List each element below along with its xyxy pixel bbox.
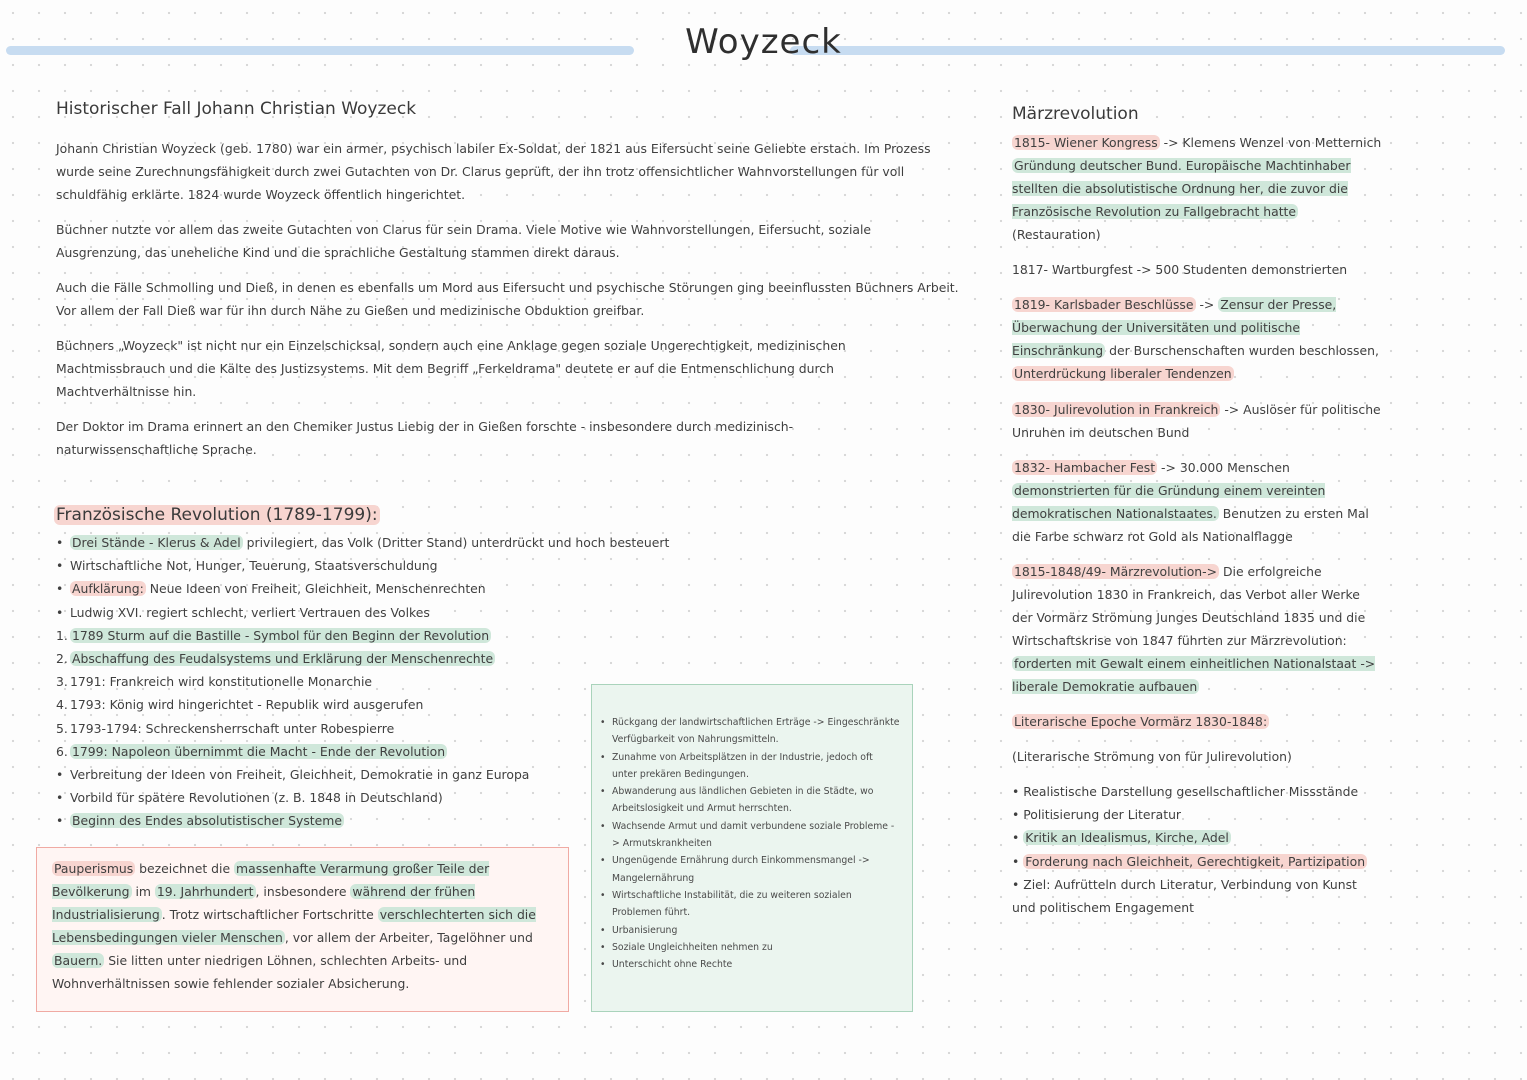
pauperismus-t2: im: [131, 884, 155, 899]
maerz-e6-hl: 1815-1848/49- Märzrevolution->: [1014, 564, 1218, 579]
maerz-e3-t1: ->: [1195, 297, 1219, 312]
franz-revolution-list: [56, 531, 669, 833]
franz-revolution-item: [56, 670, 669, 693]
maerz-e5-hl: 1832- Hambacher Fest: [1014, 460, 1156, 475]
historischer-fall-p1: Johann Christian Woyzeck (geb. 1780) war ein armer, psychisch labiler Ex-Soldat, der 1821 aus Eifersucht seine Geliebte erstach. Im Prozess wurde seine Zurechnungsfähigkeit durch zwei Gutachten von Dr. Clarus geprüft, der ihn trotz offensichtlicher Wahnvorstellungen für voll schuldfähig erklärte. 1824 wurde Woyzeck öffentlich hingerichtet.: [56, 141, 931, 202]
maerz-e1-t1: -> Klemens Wenzel von Metternich: [1159, 135, 1382, 150]
maerz-e1-hl: 1815- Wiener Kongress: [1014, 135, 1158, 150]
vormaerz-item-text: Politisierung der Literatur: [1023, 807, 1182, 823]
vormaerz-heading: [1012, 710, 1382, 733]
historischer-fall-heading: Historischer Fall Johann Christian Woyzeck: [56, 99, 417, 119]
bullet-icon: •: [1012, 853, 1024, 869]
pauperismus-t1: bezeichnet die: [135, 861, 235, 876]
maerz-event-1815: [1012, 131, 1382, 246]
franz-revolution-item-highlight: Beginn des Endes absolutistischer Systeme: [72, 813, 342, 829]
ursachen-item: • Soziale Ungleichheiten nehmen zu: [600, 939, 900, 956]
list-marker: 3.: [56, 674, 68, 690]
franz-revolution-item-highlight: 1789 Sturm auf die Bastille - Symbol für den Beginn der Revolution: [72, 627, 490, 643]
bullet-icon: •: [1012, 784, 1024, 799]
pauperismus-t5: , vor allem der Arbeiter, Tagelöhner und: [284, 930, 533, 945]
maerz-e5-t2: Benutzen zu ersten Mal die Farbe schwarz rot Gold als Nationalflagge: [1012, 506, 1369, 544]
list-marker: 5.: [56, 720, 68, 736]
maerz-e3-hl: 1819- Karlsbader Beschlüsse: [1014, 297, 1194, 312]
maerz-e1-t2: (Restauration): [1012, 227, 1101, 242]
historischer-fall-p5: Der Doktor im Drama erinnert an den Chemiker Justus Liebig der in Gießen forschte - insbesondere durch medizinisch-naturwissenschaftliche Sprache.: [56, 419, 794, 457]
list-marker: 4.: [56, 697, 68, 713]
franz-revolution-item-highlight: 1799: Napoleon übernimmt die Macht - Ende der Revolution: [72, 743, 446, 759]
maerzrevolution-heading: Märzrevolution: [1012, 104, 1139, 124]
list-marker: 1.: [56, 627, 68, 643]
bullet-icon: •: [1012, 807, 1024, 823]
maerz-e5-t1: -> 30.000 Menschen: [1157, 460, 1290, 475]
franz-revolution-item-highlight: Aufklärung:: [72, 581, 144, 597]
franz-revolution-item-highlight: Abschaffung des Feudalsystems und Erklärung der Menschenrechte: [72, 651, 494, 667]
vormaerz-item-text: Ziel: Aufrütteln durch Literatur, Verbindung von Kunst und politischem Engagement: [1012, 876, 1357, 916]
vormaerz-list: [1012, 780, 1382, 919]
pauperismus-t3: , insbesondere: [255, 884, 351, 899]
vormaerz-heading-text: Literarische Epoche Vormärz 1830-1848:: [1014, 714, 1268, 729]
franz-revolution-item: [56, 763, 669, 786]
pauperismus-hl3: 19. Jahrhundert: [156, 884, 254, 899]
franz-revolution-item: [56, 786, 669, 809]
franz-revolution-item-text: Neue Ideen von Freiheit, Gleichheit, Menschenrechten: [145, 581, 486, 597]
vormaerz-item: [1012, 873, 1382, 919]
franz-revolution-item: [56, 693, 669, 716]
vormaerz-item: [1012, 826, 1382, 849]
ursachen-item: • Abwanderung aus ländlichen Gebieten in die Städte, wo Arbeitslosigkeit und Armut herrschten.: [600, 783, 900, 818]
franz-revolution-heading-text: Französische Revolution (1789-1799):: [56, 505, 378, 525]
pauperismus-text: [52, 857, 557, 995]
ursachen-list: [600, 714, 900, 973]
ursachen-item: • Ungenügende Ernährung durch Einkommensmangel -> Mangelernährung: [600, 852, 900, 887]
vormaerz-sub: (Literarische Strömung von für Julirevolution): [1012, 749, 1292, 764]
franz-revolution-item: [56, 740, 669, 763]
ursachen-item: • Unterschicht ohne Rechte: [600, 956, 900, 973]
pauperismus-box: [36, 847, 569, 1012]
franz-revolution-item: [56, 531, 669, 554]
historischer-fall-p2: Büchner nutzte vor allem das zweite Gutachten von Clarus für sein Drama. Viele Motive wie Wahnvorstellungen, Eifersucht, soziale Ausgrenzung, das uneheliche Kind und die sprachliche Gestaltung stammen direkt daraus.: [56, 222, 872, 260]
maerz-event-1848: [1012, 560, 1382, 698]
maerz-event-1832: [1012, 456, 1382, 548]
ursachen-item: • Urbanisierung: [600, 922, 900, 939]
franz-revolution-item-text: 1791: Frankreich wird konstitutionelle Monarchie: [70, 674, 373, 690]
list-marker: •: [56, 558, 64, 574]
franz-revolution-item: [56, 577, 669, 600]
list-marker: 6.: [56, 743, 68, 759]
maerz-e3-hl3: Unterdrückung liberaler Tendenzen: [1014, 366, 1232, 381]
maerz-e6-hl2: forderten mit Gewalt einem einheitlichen Nationalstaat -> liberale Demokratie aufbauen: [1012, 656, 1376, 694]
ursachen-item: • Wachsende Armut und damit verbundene soziale Probleme -> Armutskrankheiten: [600, 818, 900, 853]
maerz-e3-hl2: Zensur der Presse, Überwachung der Universitäten und politische Einschränkung: [1012, 297, 1337, 358]
pauperismus-hl2: massenhafte Verarmung großer Teile der Bevölkerung: [52, 861, 490, 899]
franz-revolution-item: [56, 647, 669, 670]
franz-revolution-item: [56, 624, 669, 647]
franz-revolution-item-text: Wirtschaftliche Not, Hunger, Teuerung, Staatsverschuldung: [70, 558, 438, 574]
list-marker: •: [56, 581, 64, 597]
maerz-e5-hl2: demonstrierten für die Gründung einem vereinten demokratischen Nationalstaates.: [1012, 483, 1326, 521]
maerz-event-1817: 1817- Wartburgfest -> 500 Studenten demonstrierten: [1012, 262, 1348, 277]
ursachen-box: [591, 684, 913, 1012]
vormaerz-item-text: Realistische Darstellung gesellschaftlicher Missstände: [1023, 784, 1359, 799]
maerz-event-1819: [1012, 293, 1382, 385]
ursachen-item: • Rückgang der landwirtschaftlichen Erträge -> Eingeschränkte Verfügbarkeit von Nahrungsmitteln.: [600, 714, 900, 749]
maerz-e4-hl: 1830- Julirevolution in Frankreich: [1014, 402, 1219, 417]
maerz-event-1830: [1012, 398, 1382, 444]
pauperismus-t4: . Trotz wirtschaftlicher Fortschritte: [161, 907, 378, 922]
list-marker: •: [56, 767, 64, 783]
list-marker: •: [56, 604, 64, 620]
vormaerz-item: [1012, 803, 1382, 826]
vormaerz-item: [1012, 780, 1382, 803]
franz-revolution-item: [56, 601, 669, 624]
pauperismus-hl4: während der frühen Industrialisierung: [52, 884, 476, 922]
vormaerz-item-text: Kritik an Idealismus, Kirche, Adel: [1025, 830, 1229, 846]
pauperismus-term: Pauperismus: [54, 861, 134, 876]
list-marker: •: [56, 813, 64, 829]
franz-revolution-item-text: Verbreitung der Ideen von Freiheit, Gleichheit, Demokratie in ganz Europa: [70, 767, 530, 783]
maerz-e3-t2: der Burschenschaften wurden beschlossen,: [1105, 343, 1379, 358]
franz-revolution-item-text: 1793: König wird hingerichtet - Republik wird ausgerufen: [70, 697, 424, 713]
list-marker: •: [56, 535, 64, 550]
franz-revolution-item-text: 1793-1794: Schreckensherrschaft unter Robespierre: [70, 720, 395, 736]
bullet-icon: •: [1012, 876, 1024, 892]
maerz-e6-t1: Die erfolgreiche Julirevolution 1830 in Frankreich, das Verbot aller Werke der Vormärz Strömung Junges Deutschland 1835 und die Wirtschaftskrise von 1847 führten zur Märzrevolution:: [1012, 564, 1366, 648]
list-marker: 2.: [56, 651, 68, 667]
pauperismus-hl6: Bauern.: [54, 953, 103, 968]
franz-revolution-item-highlight: Drei Stände - Klerus & Adel: [72, 535, 241, 550]
vormaerz-item-text: Forderung nach Gleichheit, Gerechtigkeit, Partizipation: [1025, 853, 1366, 869]
page-title: Woyzeck: [685, 22, 842, 62]
franz-revolution-heading: [54, 505, 380, 525]
franz-revolution-item: [56, 554, 669, 577]
list-marker: •: [56, 790, 64, 806]
bullet-icon: •: [1012, 830, 1024, 846]
pauperismus-hl5: verschlechterten sich die Lebensbedingungen vieler Menschen: [52, 907, 536, 945]
franz-revolution-item-text: Vorbild für spätere Revolutionen (z. B. 1848 in Deutschland): [70, 790, 443, 806]
franz-revolution-item-text: privilegiert, das Volk (Dritter Stand) unterdrückt und hoch besteuert: [242, 535, 670, 550]
franz-revolution-item: [56, 809, 669, 832]
maerz-e1-hl2: Gründung deutscher Bund. Europäische Machtinhaber stellten die absolutistische Ordnung her, die zuvor die Französische Revolution zu Fallgebracht hatte: [1012, 158, 1351, 219]
pauperismus-t6: Sie litten unter niedrigen Löhnen, schlechten Arbeits- und Wohnverhältnissen sowie fehlender sozialer Absicherung.: [52, 953, 468, 991]
vormaerz-item: [1012, 850, 1382, 873]
franz-revolution-item-text: Ludwig XVI. regiert schlecht, verliert Vertrauen des Volkes: [70, 604, 430, 620]
ursachen-item: • Zunahme von Arbeitsplätzen in der Industrie, jedoch oft unter prekären Bedingungen.: [600, 749, 900, 784]
historischer-fall-p4: Büchners „Woyzeck" ist nicht nur ein Einzelschicksal, sondern auch eine Anklage gegen soziale Ungerechtigkeit, medizinischen Machtmissbrauch und die Kälte des Justizsystems. Mit dem Begriff „Ferkeldrama" deutete er auf die Entmenschlichung durch Machtverhältnisse hin.: [56, 338, 846, 399]
maerz-e4-t1: -> Auslöser für politische Unruhen im deutschen Bund: [1012, 402, 1381, 440]
historischer-fall-p3: Auch die Fälle Schmolling und Dieß, in denen es ebenfalls um Mord aus Eifersucht und psychische Störungen ging beeinflussten Büchners Arbeit. Vor allem der Fall Dieß war für ihn durch Nähe zu Gießen und medizinische Obduktion greifbar.: [56, 280, 959, 318]
ursachen-item: • Wirtschaftliche Instabilität, die zu weiteren sozialen Problemen führt.: [600, 887, 900, 922]
franz-revolution-item: [56, 717, 669, 740]
